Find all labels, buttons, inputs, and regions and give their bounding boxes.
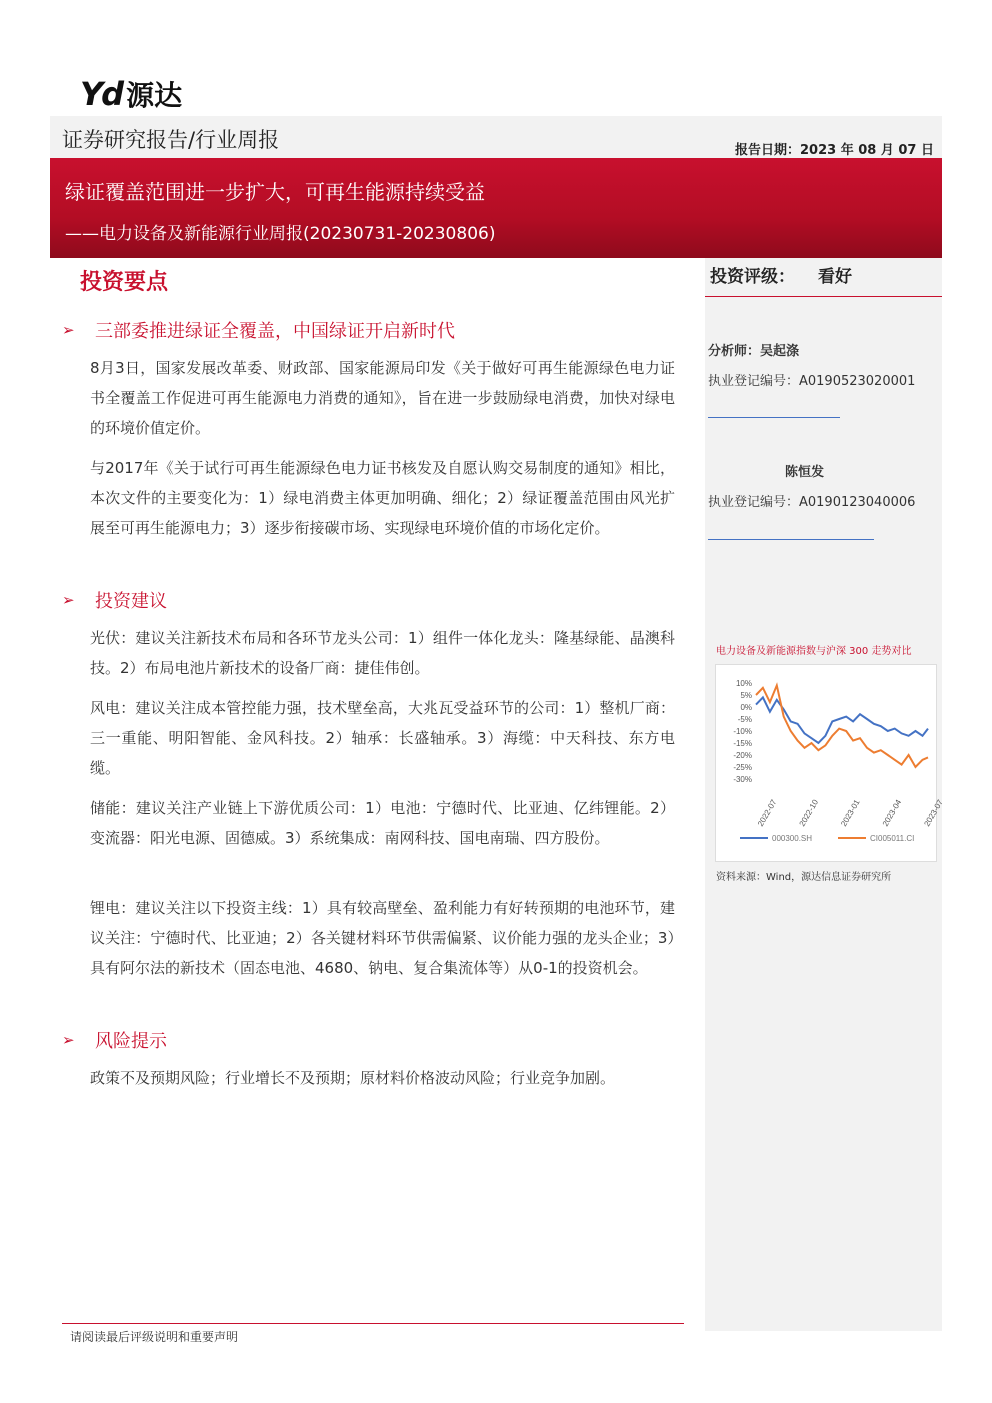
analyst-2-reg: 执业登记编号：A0190123040006: [708, 495, 916, 510]
y-tick-label: -15%: [733, 739, 752, 748]
rating-value: 看好: [818, 267, 852, 287]
comparison-chart: [716, 665, 945, 861]
main-heading: 投资要点: [80, 270, 169, 295]
report-date: 报告日期：2023 年 08 月 07 日: [735, 143, 934, 158]
section-1-arrow: ➢: [62, 321, 75, 339]
series-line-power-equipment: [756, 685, 928, 767]
report-subtitle: ——电力设备及新能源行业周报(20230731-20230806): [65, 224, 496, 244]
y-tick-label: -5%: [737, 715, 752, 724]
report-type: 证券研究报告/行业周报: [62, 128, 280, 152]
section-3-arrow: ➢: [62, 1031, 75, 1049]
section-1-title: 三部委推进绿证全覆盖，中国绿证开启新时代: [95, 321, 455, 342]
x-tick-label: 2022-10: [797, 798, 821, 828]
analyst-2-divider: [708, 539, 874, 540]
section-1-para-2: 与2017年《关于试行可再生能源绿色电力证书核发及自愿认购交易制度的通知》相比，本次文件的主要变化为：1）绿电消费主体更加明确、细化；2）绿证覆盖范围由风光扩展至可再生能源电力；3）逐步衔接碳市场、实现绿电环境价值的市场化定价。: [90, 459, 675, 537]
y-tick-label: 5%: [740, 691, 752, 700]
section-2-para-4: 锂电：建议关注以下投资主线：1）具有较高壁垒、盈利能力有好转预期的电池环节，建议关注：宁德时代、比亚迪；2）各关键材料环节供需偏紧、议价能力强的龙头企业；3）具有阿尔法的新技术（固态电池、4680、钠电、复合集流体等）从0-1的投资机会。: [90, 899, 675, 977]
y-tick-label: -25%: [733, 763, 752, 772]
analyst-1-divider: [708, 417, 840, 418]
footer-divider: [62, 1323, 684, 1324]
section-2-para-1: 光伏：建议关注新技术布局和各环节龙头公司：1）组件一体化龙头：隆基绿能、晶澳科技。2）布局电池片新技术的设备厂商：捷佳伟创。: [90, 629, 675, 677]
section-2-para-3: 储能：建议关注产业链上下游优质公司：1）电池：宁德时代、比亚迪、亿纬锂能。2）变流器：阳光电源、固德威。3）系统集成：南网科技、国电南瑞、四方股份。: [90, 799, 675, 847]
analyst-1-reg: 执业登记编号：A0190523020001: [708, 374, 916, 389]
analyst-1-name: 分析师：吴起涤: [708, 344, 800, 359]
rating-label: 投资评级：: [710, 267, 795, 287]
section-1-para-1: 8月3日，国家发展改革委、财政部、国家能源局印发《关于做好可再生能源绿色电力证书全覆盖工作促进可再生能源电力消费的通知》，旨在进一步鼓励绿电消费，加快对绿电的环境价值定价。: [90, 359, 675, 437]
y-tick-label: 10%: [735, 679, 752, 688]
section-3-title: 风险提示: [95, 1031, 167, 1052]
legend-label: CI005011.CI: [870, 834, 915, 843]
chart-panel: [715, 664, 945, 862]
chart-title: 电力设备及新能源指数与沪深 300 走势对比: [716, 646, 912, 657]
rating-divider: [705, 296, 942, 297]
logo-text: 源达: [126, 79, 183, 112]
x-tick-label: 2023-04: [880, 798, 904, 828]
report-title: 绿证覆盖范围进一步扩大，可再生能源持续受益: [65, 180, 485, 204]
x-tick-label: 2023-01: [839, 798, 862, 828]
logo-mark: Yd: [80, 75, 123, 113]
analyst-2-name: 陈恒发: [785, 465, 825, 480]
logo: [80, 76, 182, 112]
section-2-title: 投资建议: [95, 591, 167, 612]
y-tick-label: -30%: [733, 775, 752, 784]
x-tick-label: 2022-07: [755, 798, 779, 828]
footer-disclaimer: 请阅读最后评级说明和重要声明: [70, 1330, 239, 1344]
legend-label: 000300.SH: [772, 834, 813, 843]
y-tick-label: 0%: [740, 703, 752, 712]
section-3-para-1: 政策不及预期风险；行业增长不及预期；原材料价格波动风险；行业竞争加剧。: [90, 1069, 616, 1087]
x-tick-label: 2023-07: [922, 798, 945, 828]
section-2-para-2: 风电：建议关注成本管控能力强，技术壁垒高，大兆瓦受益环节的公司：1）整机厂商：三一重能、明阳智能、金风科技。2）轴承：长盛轴承。3）海缆：中天科技、东方电缆。: [90, 699, 675, 777]
chart-source: 资料来源：Wind，源达信息证券研究所: [716, 872, 892, 883]
section-2-arrow: ➢: [62, 591, 75, 609]
y-tick-label: -20%: [733, 751, 752, 760]
y-tick-label: -10%: [733, 727, 752, 736]
